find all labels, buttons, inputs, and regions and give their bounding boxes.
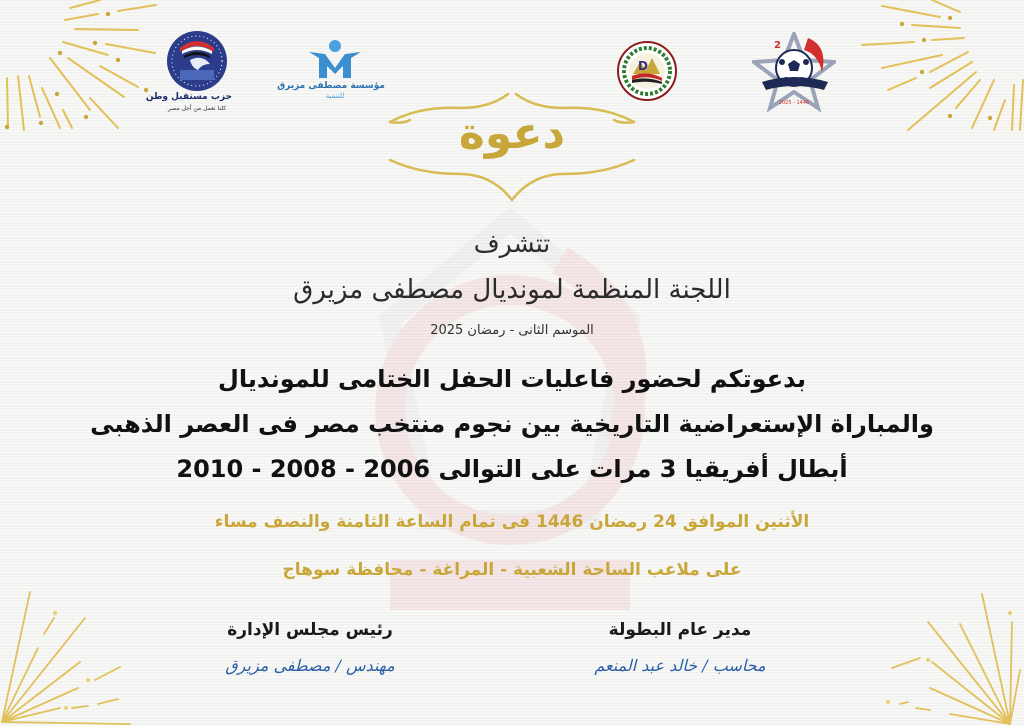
event-datetime: الأثنين الموافق 24 رمضان 1446 فى تمام الساعة الثامنة والنصف مساء bbox=[214, 512, 810, 532]
mostaqbal-watan-caption: حزب مستقبل وطن bbox=[145, 92, 232, 102]
host-intro: تتشرف bbox=[473, 229, 551, 258]
signature-title-tournament-director: مدير عام البطولة bbox=[608, 620, 752, 640]
invitation-title: دعوة bbox=[458, 108, 566, 159]
signature-name-board-chairman: مهندس / مصطفى مزيرق bbox=[225, 656, 395, 675]
mezaireq-foundation-logo bbox=[277, 38, 385, 100]
event-location: على ملاعب الساحة الشعبية - المراغة - محافظة سوهاج bbox=[282, 560, 742, 580]
season-badge: 2 bbox=[774, 40, 781, 51]
signature-title-board-chairman: رئيس مجلس الإدارة bbox=[227, 620, 393, 640]
mostaqbal-watan-slogan: كلنا نعمل من أجل مصر bbox=[167, 105, 227, 112]
gold-rays-bottom-left bbox=[0, 580, 170, 726]
foundation-caption: مؤسسة مصطفى مزيرق bbox=[277, 81, 385, 91]
mostaqbal-watan-logo bbox=[145, 30, 232, 115]
season-label: الموسم الثانى - رمضان 2025 bbox=[430, 323, 594, 338]
invitation-body-line-3: أبطال أفريقيا 3 مرات على التوالى 2006 - 2008 - 2010 bbox=[176, 455, 848, 483]
foundation-subcaption: للتنمية bbox=[325, 92, 345, 100]
svg-text:D: D bbox=[638, 59, 648, 73]
invitation-body-line-1: بدعوتكم لحضور فاعليات الحفل الختامى للمونديال bbox=[218, 365, 806, 393]
host-committee: اللجنة المنظمة لمونديال مصطفى مزيرق bbox=[293, 275, 731, 305]
gold-rays-bottom-right bbox=[860, 580, 1024, 726]
svg-text:2025 - 1446: 2025 - 1446 bbox=[778, 100, 810, 106]
mondial-emblem-logo bbox=[752, 32, 836, 112]
signature-name-tournament-director: محاسب / خالد عبد المنعم bbox=[594, 656, 766, 675]
invitation-body-line-2: والمباراة الإستعراضية التاريخية بين نجوم منتخب مصر فى العصر الذهبى bbox=[90, 410, 934, 438]
